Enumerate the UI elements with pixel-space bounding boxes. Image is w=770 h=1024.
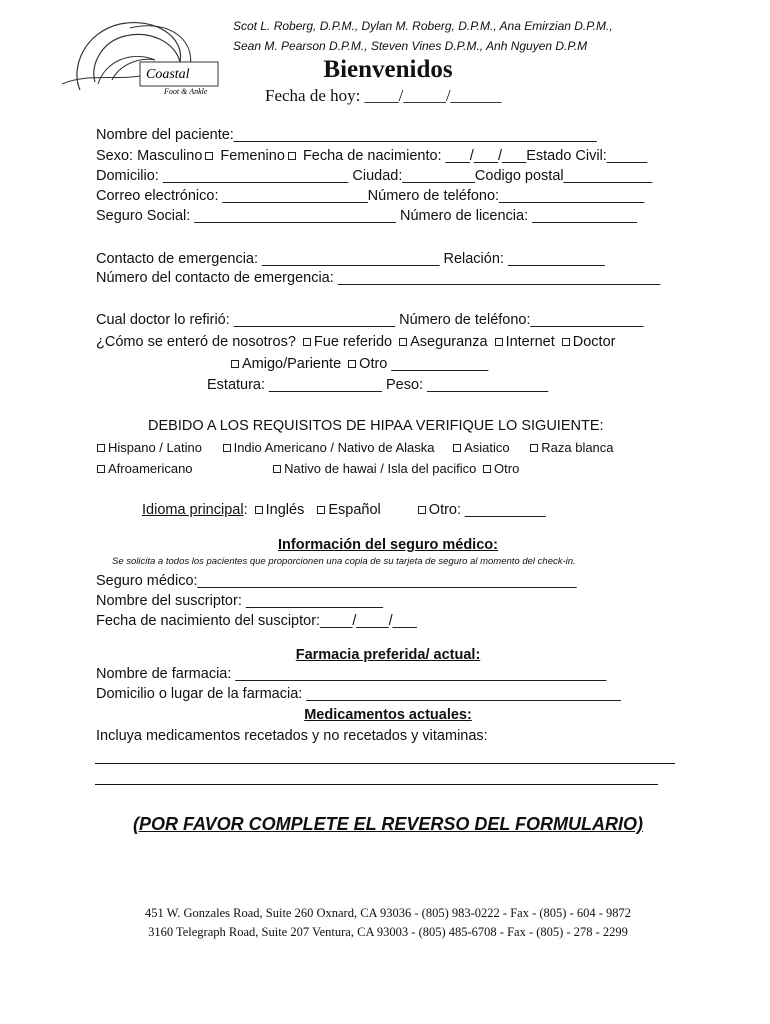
pharmacy-heading: Farmacia preferida/ actual: [295, 647, 481, 663]
native-american-checkbox[interactable] [223, 444, 231, 452]
insurance-label: Aseguranza [410, 334, 488, 350]
language-row [142, 502, 546, 518]
address-field[interactable]: Domicilio: _______________________ Ciudad:_________Codigo postal___________ [96, 168, 653, 184]
dob-marital-field[interactable]: Fecha de nacimiento: ___/___/___Estado Civil:_____ [302, 148, 648, 164]
email-phone-field[interactable]: Correo electrónico: __________________Número de teléfono:__________________ [96, 188, 645, 204]
white-label: Raza blanca [541, 440, 614, 455]
language-colon: : [243, 502, 248, 518]
asian-label: Asiatico [464, 440, 510, 455]
ssn-license-field[interactable]: Seguro Social: _________________________ Número de licencia: _____________ [96, 208, 637, 224]
complete-reverse-notice: (POR FAVOR COMPLETE EL REVERSO DEL FORMULARIO) [132, 814, 644, 834]
medications-line-2[interactable] [95, 784, 658, 785]
spanish-label: Español [328, 502, 381, 518]
pharmacy-address-field[interactable]: Domicilio o lugar de la farmacia: _______________________________________ [96, 686, 621, 702]
african-american-label: Afroamericano [108, 461, 193, 476]
referred-checkbox[interactable] [303, 338, 311, 346]
page-title: Bienvenidos [323, 56, 453, 83]
hispanic-label: Hispano / Latino [108, 440, 202, 455]
other-language-field[interactable]: Otro: __________ [428, 502, 546, 518]
english-checkbox[interactable] [255, 506, 263, 514]
doctor-label: Doctor [572, 334, 616, 350]
how-heard-label: ¿Cómo se enteró de nosotros? [96, 334, 296, 350]
doctor-checkbox[interactable] [562, 338, 570, 346]
ventura-address: 3160 Telegraph Road, Suite 207 Ventura, CA 93003 - (805) 485-6708 - Fax - (805) - 278 - 2299 [148, 925, 628, 939]
height-weight-field[interactable]: Estatura: ______________ Peso: _______________ [207, 377, 549, 393]
other-checkbox[interactable] [348, 360, 356, 368]
hispanic-checkbox[interactable] [97, 444, 105, 452]
asian-checkbox[interactable] [453, 444, 461, 452]
pharmacy-name-field[interactable]: Nombre de farmacia: ______________________________________________ [96, 666, 607, 682]
medications-heading: Medicamentos actuales: [304, 707, 472, 723]
insurance-field[interactable]: Seguro médico:_______________________________________________ [96, 573, 577, 589]
medications-instruction: Incluya medicamentos recetados y no recetados y vitaminas: [96, 728, 488, 744]
other-field[interactable]: Otro ____________ [359, 356, 489, 372]
friend-label: Amigo/Pariente [242, 356, 342, 372]
english-label: Inglés [265, 502, 305, 518]
how-heard-row [96, 334, 615, 350]
emergency-contact-field[interactable]: Contacto de emergencia: ______________________ Relación: ____________ [96, 251, 605, 267]
ethnicity-row-2 [94, 461, 519, 476]
subscriber-name-field[interactable]: Nombre del suscriptor: _________________ [96, 593, 383, 609]
logo-subtext: Foot & Ankle [164, 87, 208, 96]
white-checkbox[interactable] [530, 444, 538, 452]
male-checkbox[interactable] [205, 152, 213, 160]
other-ethnicity-label: Otro [494, 461, 520, 476]
language-label: Idioma principal [142, 502, 244, 518]
female-label: Femenino [220, 148, 285, 164]
patient-name-field[interactable]: Nombre del paciente:_____________________________________________ [96, 127, 597, 143]
referred-label: Fue referido [313, 334, 393, 350]
ethnicity-row-1 [94, 440, 614, 455]
emergency-number-field[interactable]: Número del contacto de emergencia: ________________________________________ [96, 270, 661, 286]
insurance-heading: Información del seguro médico: [278, 537, 498, 553]
internet-checkbox[interactable] [495, 338, 503, 346]
hipaa-heading: DEBIDO A LOS REQUISITOS DE HIPAA VERIFIQUE LO SIGUIENTE: [148, 418, 604, 434]
subscriber-dob-field[interactable]: Fecha de nacimiento del susciptor:____/____/___ [96, 613, 417, 629]
friend-checkbox[interactable] [231, 360, 239, 368]
internet-label: Internet [505, 334, 555, 350]
hawaiian-label: Nativo de hawai / Isla del pacifico [284, 461, 477, 476]
other-ethnicity-checkbox[interactable] [483, 465, 491, 473]
logo-text: Coastal [146, 67, 190, 82]
african-american-checkbox[interactable] [97, 465, 105, 473]
oxnard-address: 451 W. Gonzales Road, Suite 260 Oxnard, CA 93036 - (805) 983-0222 - Fax - (805) - 604 - 9872 [144, 906, 632, 920]
insurance-note: Se solicita a todos los pacientes que proporcionen una copia de su tarjeta de seguro al momento del check-in. [112, 556, 576, 567]
doctors-line-2: Sean M. Pearson D.P.M., Steven Vines D.P.M., Anh Nguyen D.P.M [233, 39, 588, 53]
other-language-checkbox[interactable] [418, 506, 426, 514]
female-checkbox[interactable] [288, 152, 296, 160]
insurance-checkbox[interactable] [399, 338, 407, 346]
sex-dob-row [96, 148, 647, 164]
doctors-line-1: Scot L. Roberg, D.P.M., Dylan M. Roberg, D.P.M., Ana Emirzian D.P.M., [233, 19, 613, 33]
hawaiian-checkbox[interactable] [273, 465, 281, 473]
medications-line-1[interactable] [95, 763, 675, 764]
sex-label: Sexo: Masculino [96, 148, 203, 164]
doctors-list [233, 16, 613, 56]
todays-date-field[interactable]: Fecha de hoy: ____/_____/______ [265, 86, 502, 105]
spanish-checkbox[interactable] [317, 506, 325, 514]
how-heard-row-2 [228, 356, 488, 372]
referring-doctor-field[interactable]: Cual doctor lo refirió: ____________________ Número de teléfono:______________ [96, 312, 644, 328]
native-american-label: Indio Americano / Nativo de Alaska [233, 440, 435, 455]
